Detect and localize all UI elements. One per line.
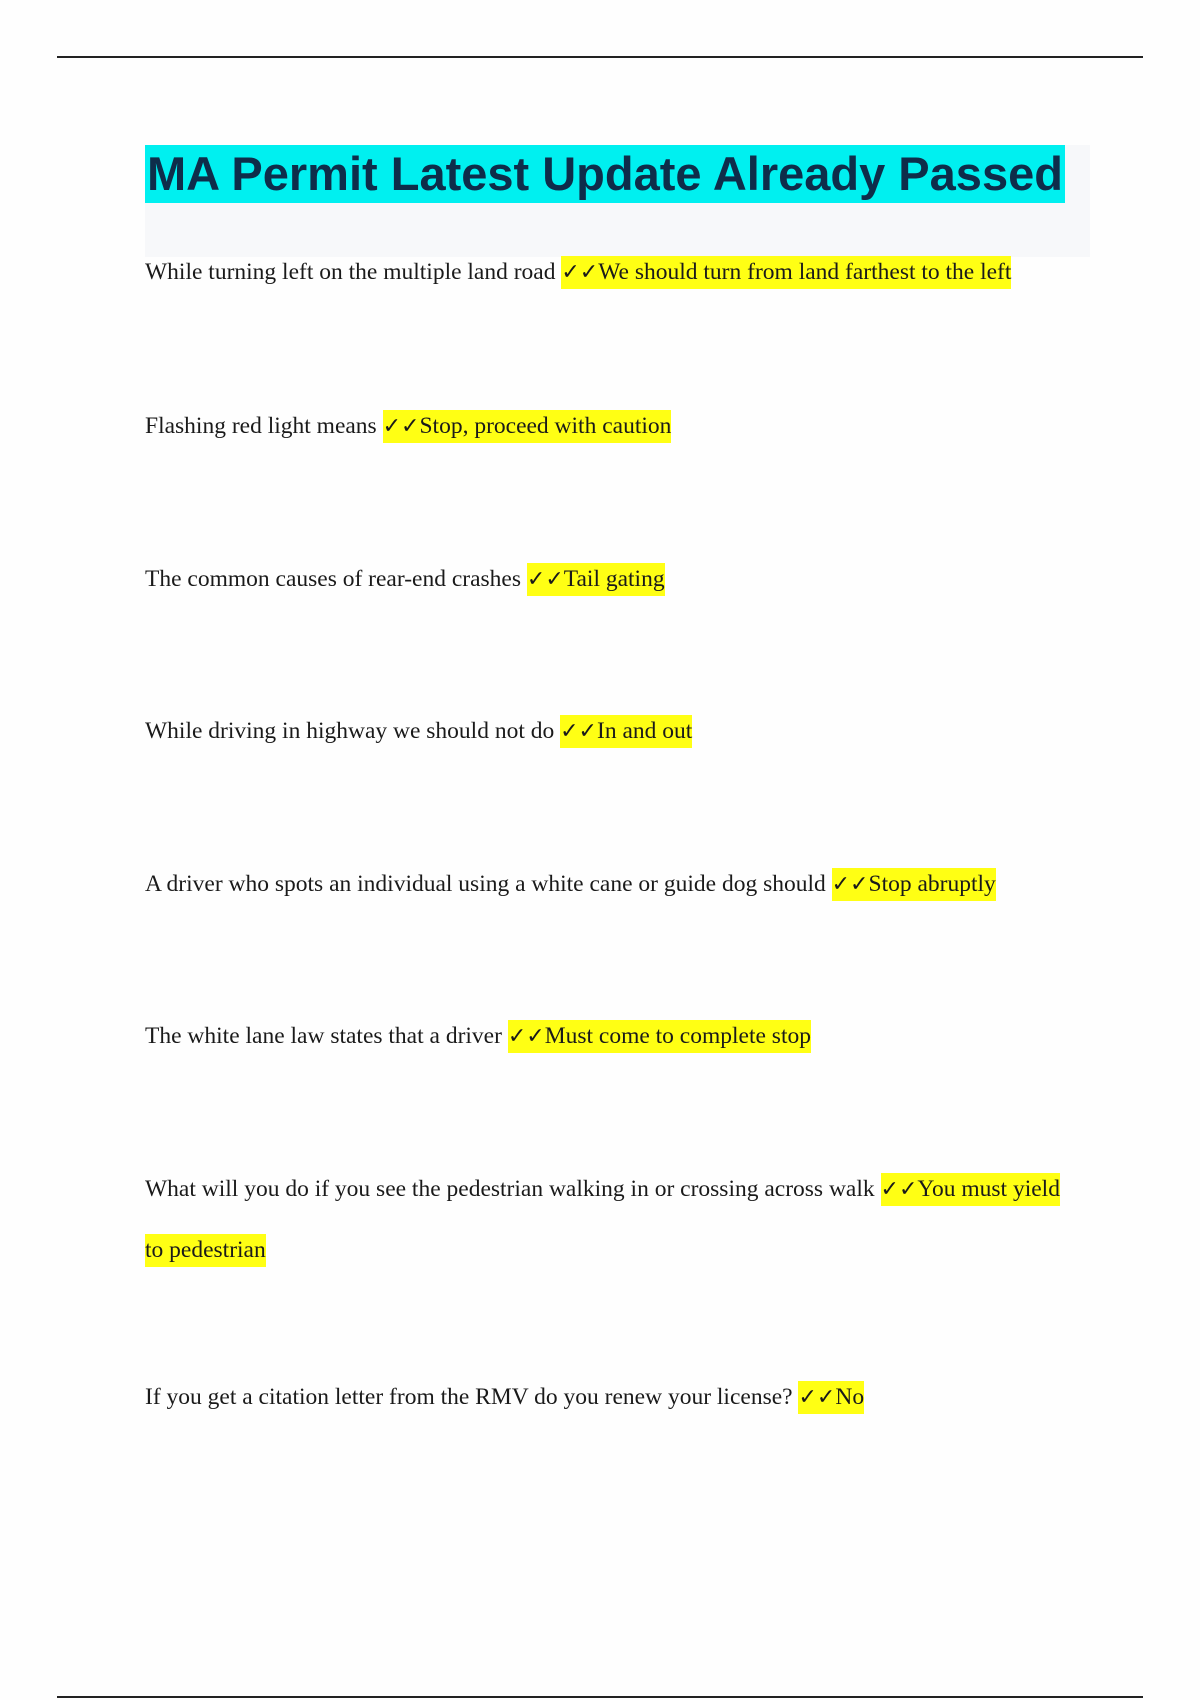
answer-highlight [508, 1020, 811, 1053]
qa-item-4 [145, 701, 1075, 762]
question-text: What will you do if you see the pedestrian walking in or crossing across walk [145, 1176, 875, 1202]
bottom-rule [57, 1696, 1143, 1698]
question-text: A driver who spots an individual using a white cane or guide dog should [145, 871, 826, 897]
answer-text: Stop, proceed with caution [419, 413, 672, 439]
question-text: The common causes of rear-end crashes [145, 566, 522, 592]
answer-highlight [798, 1381, 864, 1414]
answer-text: Stop abruptly [868, 871, 996, 897]
qa-item-7 [145, 1159, 1075, 1281]
answer-highlight [560, 715, 692, 748]
document-title: MA Permit Latest Update Already Passed [145, 145, 1065, 203]
answer-text: In and out [597, 718, 693, 744]
top-rule [57, 56, 1143, 58]
answer-text: We should turn from land farthest to the left [598, 259, 1012, 285]
question-text: Flashing red light means [145, 413, 377, 439]
answer-highlight [527, 563, 665, 596]
double-check-icon: ✓✓ [382, 414, 420, 439]
question-text: If you get a citation letter from the RMV do you renew your license? [145, 1384, 793, 1410]
question-text: While driving in highway we should not do [145, 718, 555, 744]
double-check-icon: ✓✓ [560, 719, 597, 744]
question-text: While turning left on the multiple land road [145, 259, 556, 285]
qa-item-6 [145, 1006, 1075, 1067]
answer-text: No [835, 1384, 865, 1410]
double-check-icon: ✓✓ [831, 872, 869, 897]
answer-highlight [383, 410, 672, 443]
qa-item-2 [145, 396, 1075, 457]
qa-item-8 [145, 1367, 1075, 1428]
double-check-icon: ✓✓ [798, 1385, 836, 1410]
answer-highlight [561, 256, 1011, 289]
answer-highlight [832, 868, 996, 901]
qa-item-1 [145, 242, 1075, 303]
double-check-icon: ✓✓ [507, 1024, 545, 1049]
double-check-icon: ✓✓ [561, 260, 599, 285]
qa-item-5 [145, 854, 1075, 915]
question-text: The white lane law states that a driver [145, 1023, 502, 1049]
answer-text: You must yield to pedestrian [145, 1176, 1060, 1263]
double-check-icon: ✓✓ [526, 567, 564, 592]
answer-text: Tail gating [563, 566, 665, 592]
answer-text: Must come to complete stop [544, 1023, 811, 1049]
double-check-icon: ✓✓ [880, 1177, 918, 1202]
qa-item-3 [145, 549, 1075, 610]
